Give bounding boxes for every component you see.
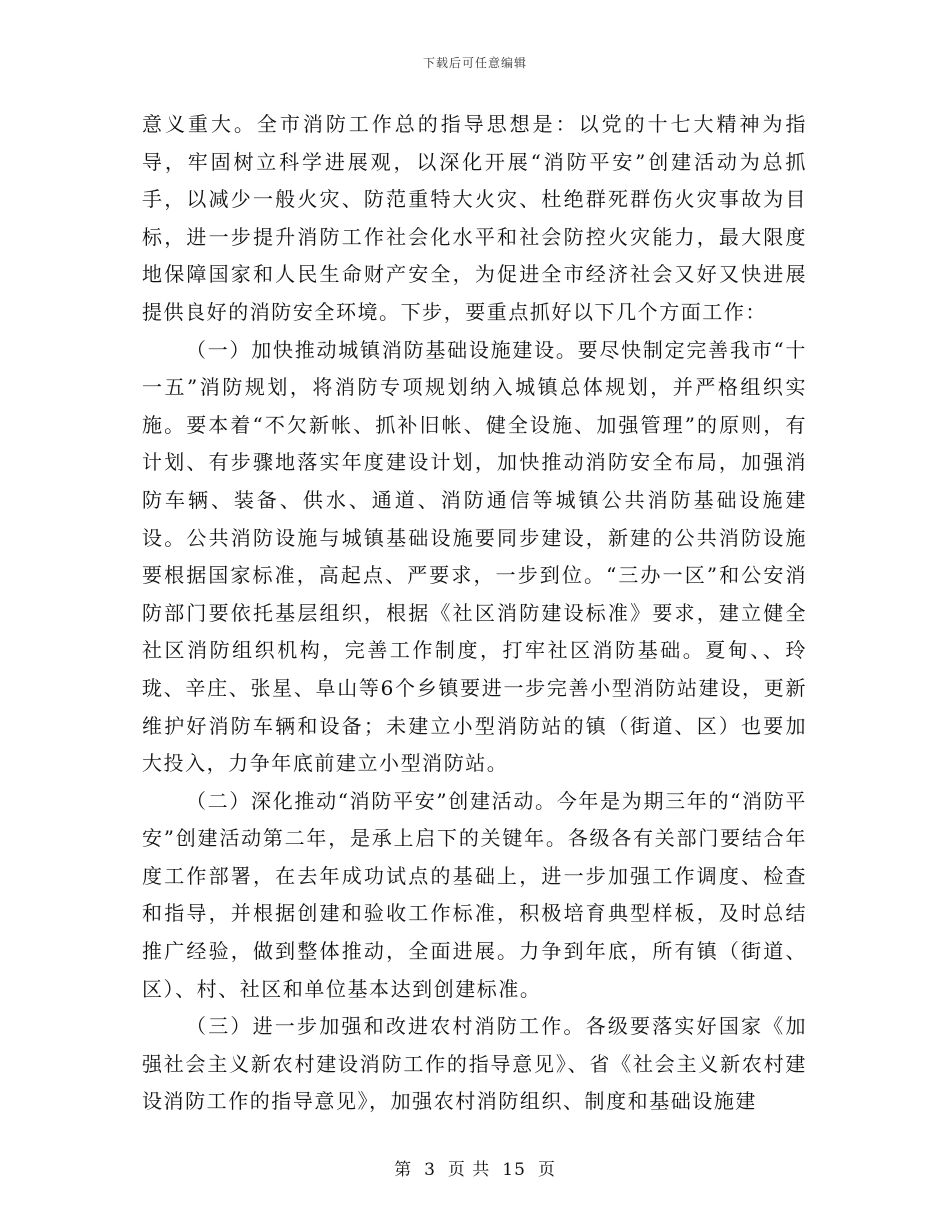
footer-label-of: 页 共: [447, 1160, 491, 1180]
paragraph-section-3: （三）进一步加强和改进农村消防工作。各级要落实好国家《加强社会主义新农村建设消防工作的指导意见》、省《社会主义新农村建设消防工作的指导意见》，加强农村消防组织、制度和基础设施建: [142, 1014, 807, 1114]
footer-label-page: 第: [394, 1160, 413, 1180]
paragraph-section-1: （一）加快推动城镇消防基础设施建设。要尽快制定完善我市“十一五”消防规划，将消防专项规划纳入城镇总体规划，并严格组织实施。要本着“不欠新帐、抓补旧帐、健全设施、加强管理”的原则，有计划、有步骤地落实年度建设计划，加快推动消防安全布局，加强消防车辆、装备、供水、通道、消防通信等城镇公共消防基础设施建设。公共消防设施与城镇基础设施要同步建设，新建的公共消防设施要根据国家标准，高起点、严要求，一步到位。“三办一区”和公安消防部门要依托基层组织，根据《社区消防建设标准》要求，建立健全社区消防组织机构，完善工作制度，打牢社区消防基础。夏甸、、玲珑、辛庄、张星、阜山等6个乡镇要进一步完善小型消防站建设，更新维护好消防车辆和设备；未建立小型消防站的镇（街道、区）也要加大投入，力争年底前建立小型消防站。: [142, 337, 807, 776]
footer-total-pages: 15: [502, 1160, 526, 1180]
footer-label-end: 页: [537, 1160, 556, 1180]
header-note: 下载后可任意编辑: [422, 56, 527, 70]
body-text: [142, 106, 807, 1121]
paragraph-section-2: （二）深化推动“消防平安”创建活动。今年是为期三年的“消防平安”创建活动第二年，是承上启下的关键年。各级各有关部门要结合年度工作部署，在去年成功试点的基础上，进一步加强工作调度、检查和指导，并根据创建和验收工作标准，积极培育典型样板，及时总结推广经验，做到整体推动，全面进展。力争到年底，所有镇（街道、区）、村、社区和单位基本达到创建标准。: [142, 788, 807, 1001]
page-footer: [0, 1155, 950, 1180]
paragraph-continuation: 意义重大。全市消防工作总的指导思想是：以党的十七大精神为指导，牢固树立科学进展观，以深化开展“消防平安”创建活动为总抓手，以减少一般火灾、防范重特大火灾、杜绝群死群伤火灾事故为目标，进一步提升消防工作社会化水平和社会防控火灾能力，最大限度地保障国家和人民生命财产安全，为促进全市经济社会又好又快进展提供良好的消防安全环境。下步，要重点抓好以下几个方面工作：: [142, 112, 807, 324]
footer-current-page: 3: [424, 1160, 436, 1180]
